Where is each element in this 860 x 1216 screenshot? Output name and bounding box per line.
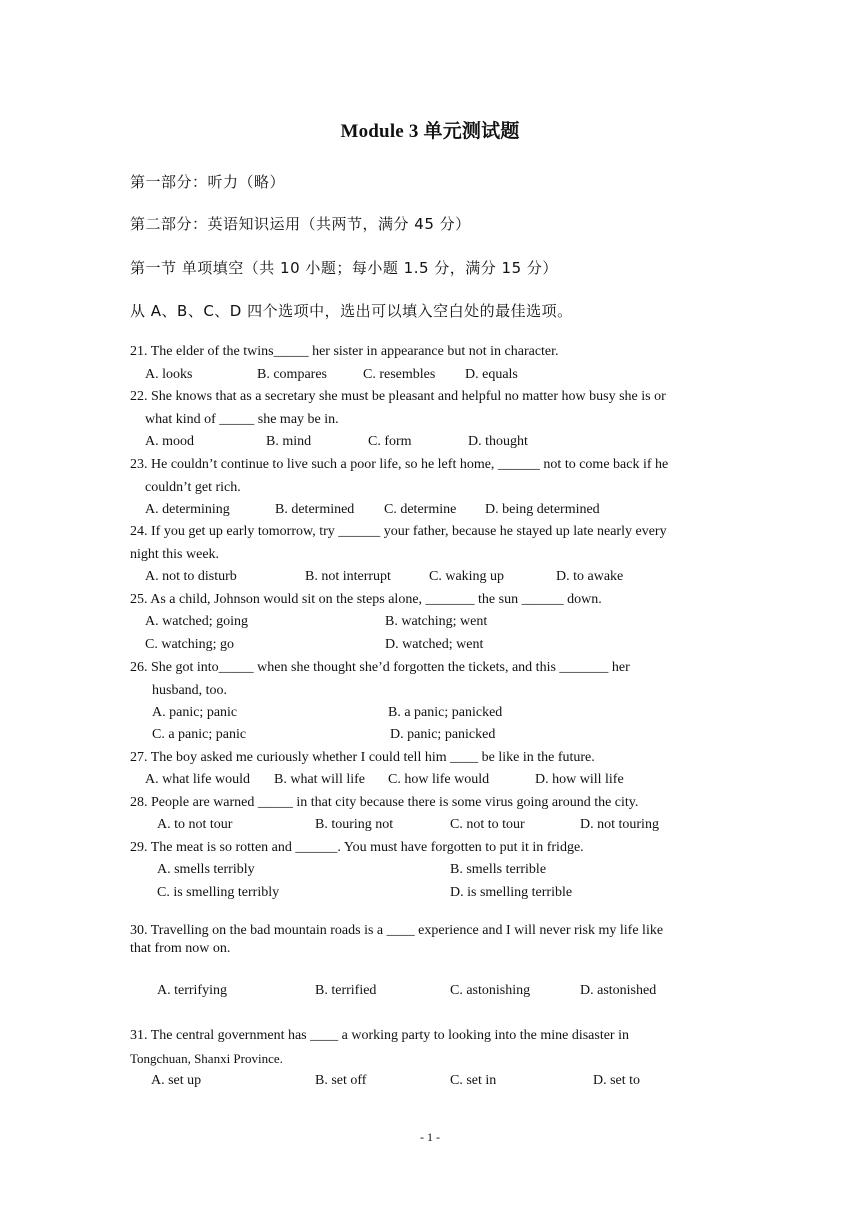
question-31 [130, 1025, 730, 1070]
option-a: A. mood [145, 434, 194, 449]
option-d: D. being determined [485, 502, 600, 517]
option-b: B. a panic; panicked [388, 705, 503, 720]
question-text: 23. He couldn’t continue to live such a poor life, so he left home, ______ not to come back if he [130, 457, 669, 472]
option-d: D. is smelling terrible [450, 885, 573, 900]
option-b: B. mind [266, 434, 312, 449]
question-text: 24. If you get up early tomorrow, try ______ your father, because he stayed up late nearly every [130, 524, 667, 539]
option-c: C. how life would [388, 772, 490, 787]
question-26 [130, 657, 730, 702]
question-text-continued: husband, too. [152, 682, 228, 698]
option-c: C. resembles [363, 367, 436, 382]
option-b: B. set off [315, 1073, 367, 1088]
question-23 [130, 454, 730, 499]
question-22 [130, 386, 730, 431]
question-text: 31. The central government has ____ a working party to looking into the mine disaster in [130, 1028, 629, 1043]
option-a: A. not to disturb [145, 569, 237, 584]
option-b: B. terrified [315, 983, 377, 998]
question-text: 26. She got into_____ when she thought she’d forgotten the tickets, and this _______ her [130, 660, 630, 675]
part-one-heading: 第一部分：听力（略） [130, 173, 286, 191]
option-a: A. looks [145, 367, 193, 382]
option-b: B. determined [275, 502, 355, 517]
question-text: 29. The meat is so rotten and ______. You must have forgotten to put it in fridge. [130, 840, 584, 855]
option-a: A. watched; going [145, 614, 249, 629]
option-a: A. smells terribly [157, 862, 255, 877]
option-c: C. set in [450, 1073, 497, 1088]
question-text: 30. Travelling on the bad mountain roads is a ____ experience and I will never risk my life like [130, 923, 664, 938]
option-b: B. smells terrible [450, 862, 547, 877]
option-d: D. set to [593, 1073, 641, 1088]
question-30 [130, 922, 730, 958]
option-b: B. touring not [315, 817, 394, 832]
option-d: D. astonished [580, 983, 657, 998]
question-text: 28. People are warned _____ in that city because there is some virus going around the city. [130, 795, 639, 810]
option-a: A. what life would [145, 772, 250, 787]
option-c: C. not to tour [450, 817, 525, 832]
option-c: C. determine [384, 502, 457, 517]
option-c: C. is smelling terribly [157, 885, 280, 900]
instruction-text: 从 A、B、C、D 四个选项中，选出可以填入空白处的最佳选项。 [130, 302, 573, 320]
option-a: A. to not tour [157, 817, 233, 832]
question-text: 22. She knows that as a secretary she must be pleasant and helpful no matter how busy she is or [130, 389, 666, 404]
option-d: D. how will life [535, 772, 624, 787]
option-c: C. astonishing [450, 983, 531, 998]
question-28 [130, 792, 730, 815]
option-c: C. waking up [429, 569, 505, 584]
section-one-heading: 第一节 单项填空（共 10 小题；每小题 1.5 分，满分 15 分） [130, 259, 558, 277]
question-text-continued: night this week. [130, 546, 220, 562]
question-text: 27. The boy asked me curiously whether I could tell him ____ be like in the future. [130, 750, 595, 765]
option-a: A. determining [145, 502, 230, 517]
question-25 [130, 589, 730, 612]
question-text-continued: Tongchuan, Shanxi Province. [130, 1050, 283, 1066]
question-text-continued: that from now on. [130, 941, 231, 956]
page-number: - 1 - [420, 1130, 440, 1144]
question-24 [130, 521, 730, 566]
question-27 [130, 747, 730, 770]
option-b: B. watching; went [385, 614, 488, 629]
question-text-continued: couldn’t get rich. [145, 479, 241, 495]
option-a: A. terrifying [157, 983, 227, 998]
option-d: D. panic; panicked [390, 727, 496, 742]
option-d: D. watched; went [385, 637, 484, 652]
question-29 [130, 837, 730, 860]
option-d: D. thought [468, 434, 528, 449]
question-text-continued: what kind of _____ she may be in. [145, 411, 339, 427]
option-d: D. to awake [556, 569, 624, 584]
option-a: A. set up [151, 1073, 202, 1088]
option-d: D. not touring [580, 817, 659, 832]
part-two-heading: 第二部分：英语知识运用（共两节，满分 45 分） [130, 215, 471, 233]
option-b: B. not interrupt [305, 569, 391, 584]
option-c: C. watching; go [145, 637, 235, 652]
option-b: B. compares [257, 367, 327, 382]
option-d: D. equals [465, 367, 518, 382]
option-c: C. form [368, 434, 412, 449]
option-a: A. panic; panic [152, 705, 238, 720]
question-21 [130, 341, 730, 364]
option-b: B. what will life [274, 772, 365, 787]
document-title: Module 3 单元测试题 [340, 121, 520, 142]
question-text: 21. The elder of the twins_____ her sister in appearance but not in character. [130, 344, 559, 359]
option-c: C. a panic; panic [152, 727, 247, 742]
question-text: 25. As a child, Johnson would sit on the steps alone, _______ the sun ______ down. [130, 592, 602, 607]
